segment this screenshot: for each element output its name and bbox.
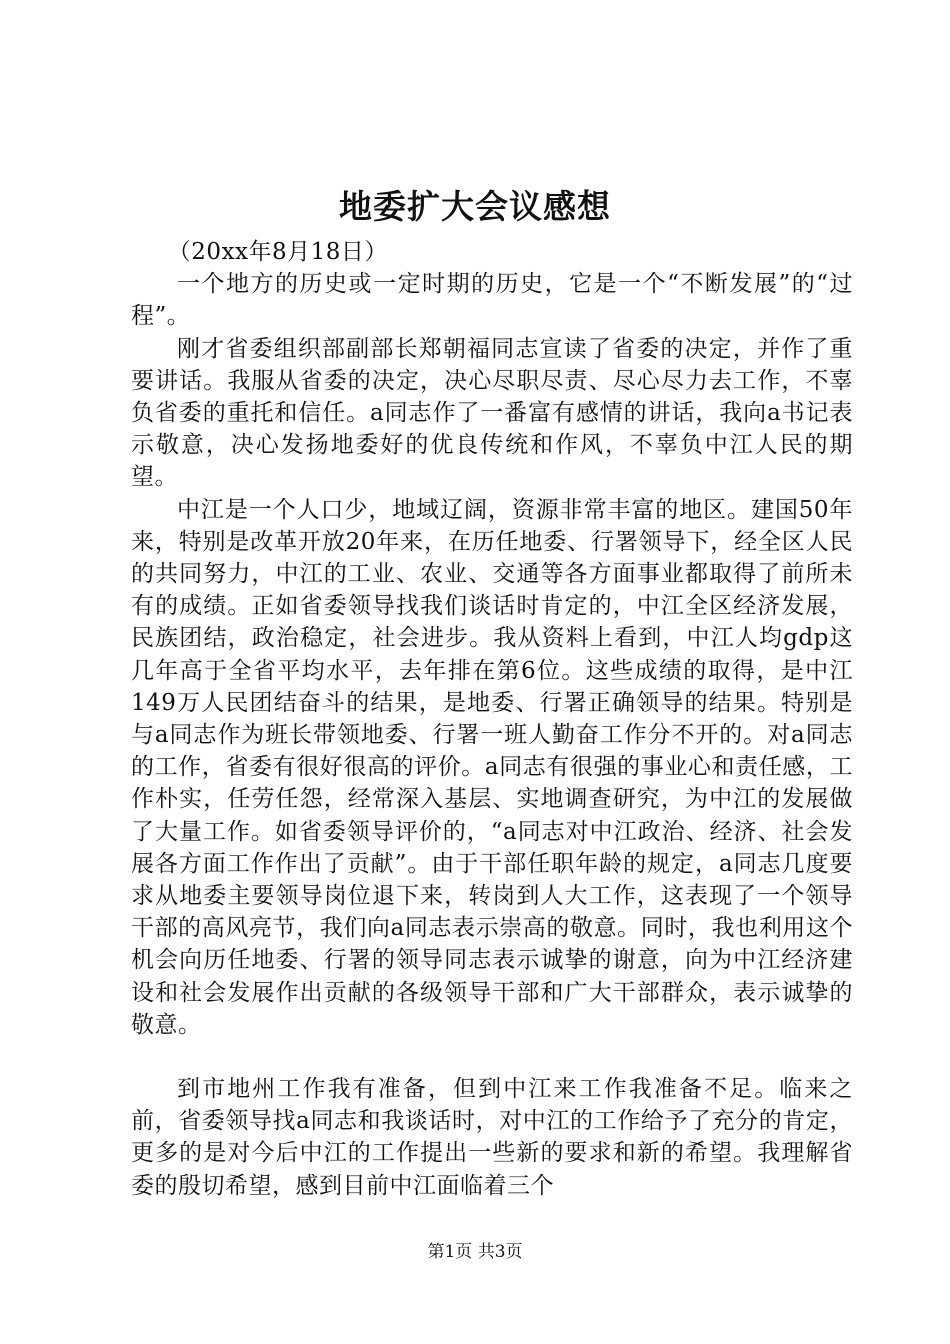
paragraph-1: 一个地方的历史或一定时期的历史，它是一个“不断发展”的“过程”。 — [131, 271, 853, 330]
paragraph-3: 中江是一个人口少，地域辽阔，资源非常丰富的地区。建国50年来，特别是改革开放20年来，在历任地委、行署领导下，经全区人民的共同努力，中江的工业、农业、交通等各方面事业都取得了前所未有的成绩。正如省委领导找我们谈话时肯定的，中江全区经济发展，民族团结，政治稳定，社会进步。我从资料上看到，中江人均gdp这几年高于全省平均水平，去年排在第6位。这些成绩的取得，是中江149万人民团结奋斗的结果，是地委、行署正确领导的结果。特别是与a同志作为班长带领地委、行署一班人勤奋工作分不开的。对a同志的工作，省委有很好很高的评价。a同志有很强的事业心和责任感，工作朴实，任劳任怨，经常深入基层、实地调查研究，为中江的发展做了大量工作。如省委领导评价的，“a同志对中江政治、经济、社会发展各方面工作作出了贡献”。由于干部任职年龄的规定，a同志几度要求从地委主要领导岗位退下来，转岗到人大工作，这表现了一个领导干部的高风亮节，我们向a同志表示崇高的敬意。同时，我也利用这个机会向历任地委、行署的领导同志表示诚挚的谢意，向为中江经济建设和社会发展作出贡献的各级领导干部和广大干部群众，表示诚挚的敬意。 — [131, 496, 853, 1038]
document-title: 地委扩大会议感想 — [339, 187, 611, 226]
paragraph-2: 刚才省委组织部副部长郑朝福同志宣读了省委的决定，并作了重要讲话。我服从省委的决定，决心尽职尽责、尽心尽力去工作，不辜负省委的重托和信任。a同志作了一番富有感情的讲话，我向a书记表示敬意，决心发扬地委好的优良传统和作风，不辜负中江人民的期望。 — [131, 335, 853, 491]
paragraph-4: 到市地州工作我有准备，但到中江来工作我准备不足。临来之前，省委领导找a同志和我谈话时，对中江的工作给予了充分的肯定，更多的是对今后中江的工作提出一些新的要求和新的希望。我理解省委的殷切希望，感到目前中江面临着三个 — [131, 1076, 853, 1199]
page-number: 第1页 共3页 — [427, 1242, 523, 1262]
document-body — [131, 236, 853, 1202]
document-date: （20xx年8月18日） — [167, 239, 388, 265]
